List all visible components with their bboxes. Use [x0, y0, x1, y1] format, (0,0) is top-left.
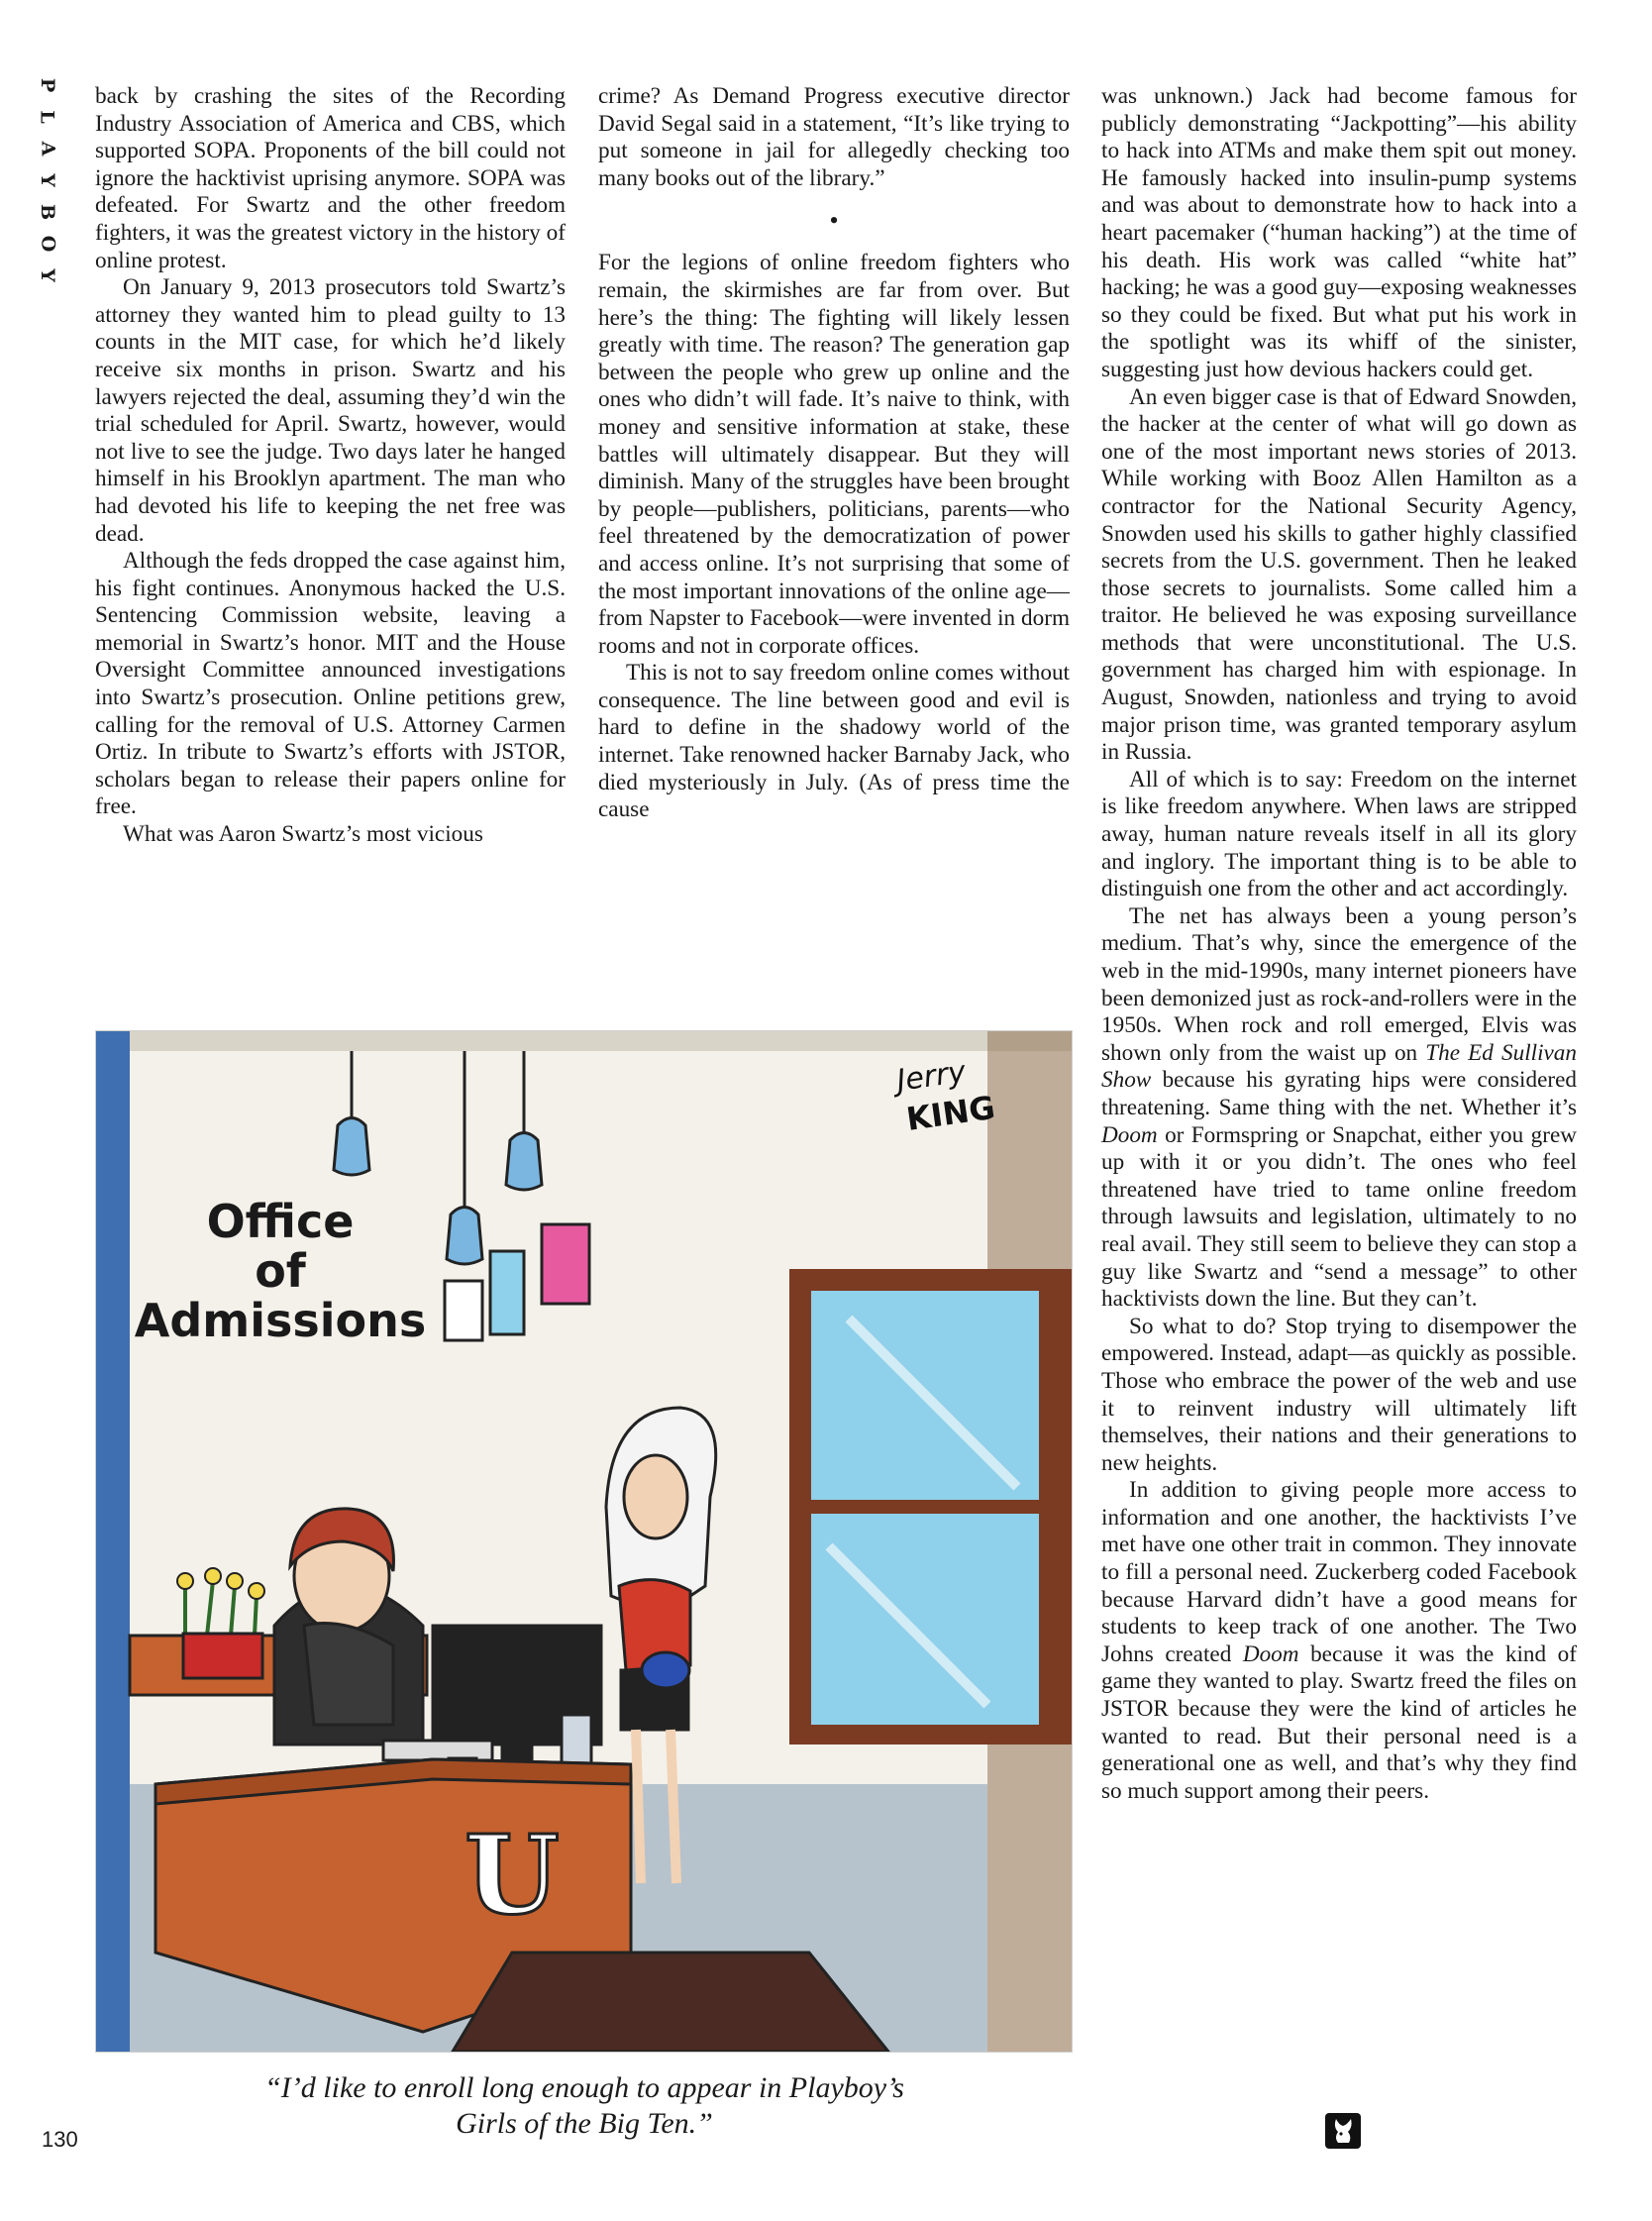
- running-head-letter: O: [37, 235, 58, 253]
- cartoon-window: [789, 1269, 1072, 1745]
- text-run: In addition to giving people more access to information and one another, the hacktivists I’ve met have one other trait in common. They innovate to fill a personal need. Zuckerberg coded Facebook because Harvard didn’t have a good means for students to keep track of one another. The Two Johns created: [1101, 1477, 1577, 1667]
- running-head-letter: Y: [36, 268, 58, 282]
- desk-logo: U: [465, 1811, 560, 1939]
- running-head-letter: A: [37, 141, 58, 157]
- caption-line-2: Girls of the Big Ten.”: [456, 2107, 713, 2140]
- text-run: because it was the kind of game they wanted to play. Swartz freed the files on JSTOR because they were the kind of articles he wanted to read. But their personal need is a generational one as well, and that’s why they find so much support among their peers.: [1101, 1640, 1577, 1804]
- signature-line-2: KING: [903, 1088, 997, 1138]
- caption-line-1: “I’d like to enroll long enough to appear in Playboy’s: [264, 2071, 904, 2104]
- text-run: The net has always been a young person’s medium. That’s why, since the emergence of the web in the mid-1990s, many internet pioneers have been demonized just as rock-and-rollers were in the 1950s. When rock and roll emerged, Elvis was shown only from the waist up on: [1101, 902, 1577, 1066]
- page-number: 130: [42, 2127, 78, 2152]
- sign-line-1: Office: [206, 1195, 355, 1248]
- cartoon-illustration: [95, 1030, 1073, 2053]
- sign-line-3: Admissions: [134, 1294, 427, 1347]
- article-column-2: [598, 83, 1070, 824]
- running-head-letter: Y: [36, 173, 58, 187]
- article-column-1: [95, 83, 566, 849]
- italic-title: The Ed Sullivan Show: [1101, 1039, 1577, 1094]
- paragraph: back by crashing the sites of the Recording Industry Association of America and CBS, which supported SOPA. Proponents of the bill could not ignore the hacktivist uprising anymore. SOPA was defeated. For Swartz and the other freedom fighters, it was the greatest victory in the history of online protest.: [95, 83, 566, 273]
- running-head-letter: B: [37, 203, 58, 221]
- cartoon-caption: [109, 2070, 1060, 2142]
- paragraph: On January 9, 2013 prosecutors told Swartz’s attorney they wanted him to plead guilty to 13 counts in the MIT case, for which he’d likely receive six months in prison. Swartz and his lawyers rejected the deal, assuming they’d win the trial scheduled for April. Swartz, however, would not live to see the judge. Two days later he hanged himself in his Brooklyn apartment. The man who had devoted his life to keeping the net free was dead.: [95, 274, 566, 547]
- running-head-letter: L: [36, 110, 58, 124]
- section-separator: •: [829, 206, 839, 236]
- playboy-bunny-icon: [1325, 2113, 1361, 2149]
- text-run: because his gyrating hips were considered threatening. Same thing with the net. Whether it’s: [1101, 1067, 1577, 1120]
- paragraph: This is not to say freedom online comes without consequence. The line between good and evil is hard to define in the shadowy world of the internet. Take renowned hacker Barnaby Jack, who died mysteriously in July. (As of press time the cause: [598, 660, 1070, 823]
- running-head-letter: P: [36, 77, 58, 93]
- paragraph: Although the feds dropped the case against him, his fight continues. Anonymous hacked the U.S. Sentencing Commission website, leaving a memorial in Swartz’s honor. MIT and the House Oversight Committee announced investigations into Swartz’s prosecution. Online petitions grew, calling for the removal of U.S. Attorney Carmen Ortiz. In tribute to Swartz’s efforts with JSTOR, scholars began to release their papers online for free.: [95, 548, 566, 820]
- sign-line-2: of: [255, 1244, 306, 1298]
- italic-title: Doom: [1242, 1640, 1299, 1667]
- paragraph: What was Aaron Swartz’s most vicious: [123, 821, 483, 848]
- paragraph: So what to do? Stop trying to disempower the empowered. Instead, adapt—as quickly as possible. Those who embrace the power of the web and use it to reinvent industry will ultimately lift themselves, their nations and their generations to new heights.: [1101, 1313, 1577, 1476]
- cartoon-left-frame: [96, 1031, 130, 2052]
- running-head: [30, 69, 65, 291]
- italic-title: Doom: [1101, 1121, 1158, 1148]
- paragraph: crime? As Demand Progress executive director David Segal said in a statement, “It’s like trying to put someone in jail for allegedly checking too many books out of the library.”: [598, 83, 1070, 191]
- article-column-3: [1101, 83, 1577, 1805]
- text-run: or Formspring or Snapchat, either you grew up with it or you didn’t. The ones who feel threatened have tried to tame online freedom through lawsuits and legislation, ultimately to no real avail. They still seem to believe they can stop a guy like Swartz and “send a message” to other hacktivists down the line. But they can’t.: [1101, 1121, 1577, 1313]
- paragraph: For the legions of online freedom fighters who remain, the skirmishes are far from over. But here’s the thing: The fighting will likely lessen greatly with time. The reason? The generation gap between the people who grew up online and the ones who didn’t will fade. It’s naive to think, with money and sensitive information at stake, these battles will ultimately disappear. But they will diminish. Many of the struggles have been brought by people—publishers, politicians, parents—who feel threatened by the democratization of power and access online. It’s not surprising that some of the most important innovations of the online age—from Napster to Facebook—were invented in dorm rooms and not in corporate offices.: [598, 250, 1070, 659]
- paragraph: was unknown.) Jack had become famous for publicly demonstrating “Jackpotting”—his ability to hack into ATMs and make them spit out money. He famously hacked into insulin-pump systems and was about to demonstrate how to hack into a heart pacemaker (“human hacking”) at the time of his death. His work was called “white hat” hacking; he was a good guy—exposing weaknesses so they could be fixed. But what put his work in the spotlight was its whiff of the sinister, suggesting just how devious hackers could get.: [1101, 83, 1577, 382]
- paragraph: An even bigger case is that of Edward Snowden, the hacker at the center of what will go down as one of the most important news stories of 2013. While working with Booz Allen Hamilton as a contractor for the National Security Agency, Snowden used his skills to gather highly classified secrets from the U.S. government. Then he leaked those secrets to journalists. Some called him a traitor. He believed he was exposing surveillance methods that were unconstitutional. The U.S. government has charged him with espionage. In August, Snowden, nationless and trying to avoid major prison time, was granted temporary asylum in Russia.: [1101, 383, 1577, 766]
- paragraph: [1101, 903, 1577, 1314]
- paragraph: All of which is to say: Freedom on the internet is like freedom anywhere. When laws are stripped away, human nature reveals itself in all its glory and inglory. The important thing is to be able to distinguish one from the other and act accordingly.: [1101, 766, 1577, 902]
- cartoon-ceiling-band: [130, 1031, 1072, 1051]
- cartoon-planter: [183, 1634, 262, 1678]
- signature-line-1: Jerry: [894, 1054, 969, 1099]
- paragraph: [1101, 1477, 1577, 1805]
